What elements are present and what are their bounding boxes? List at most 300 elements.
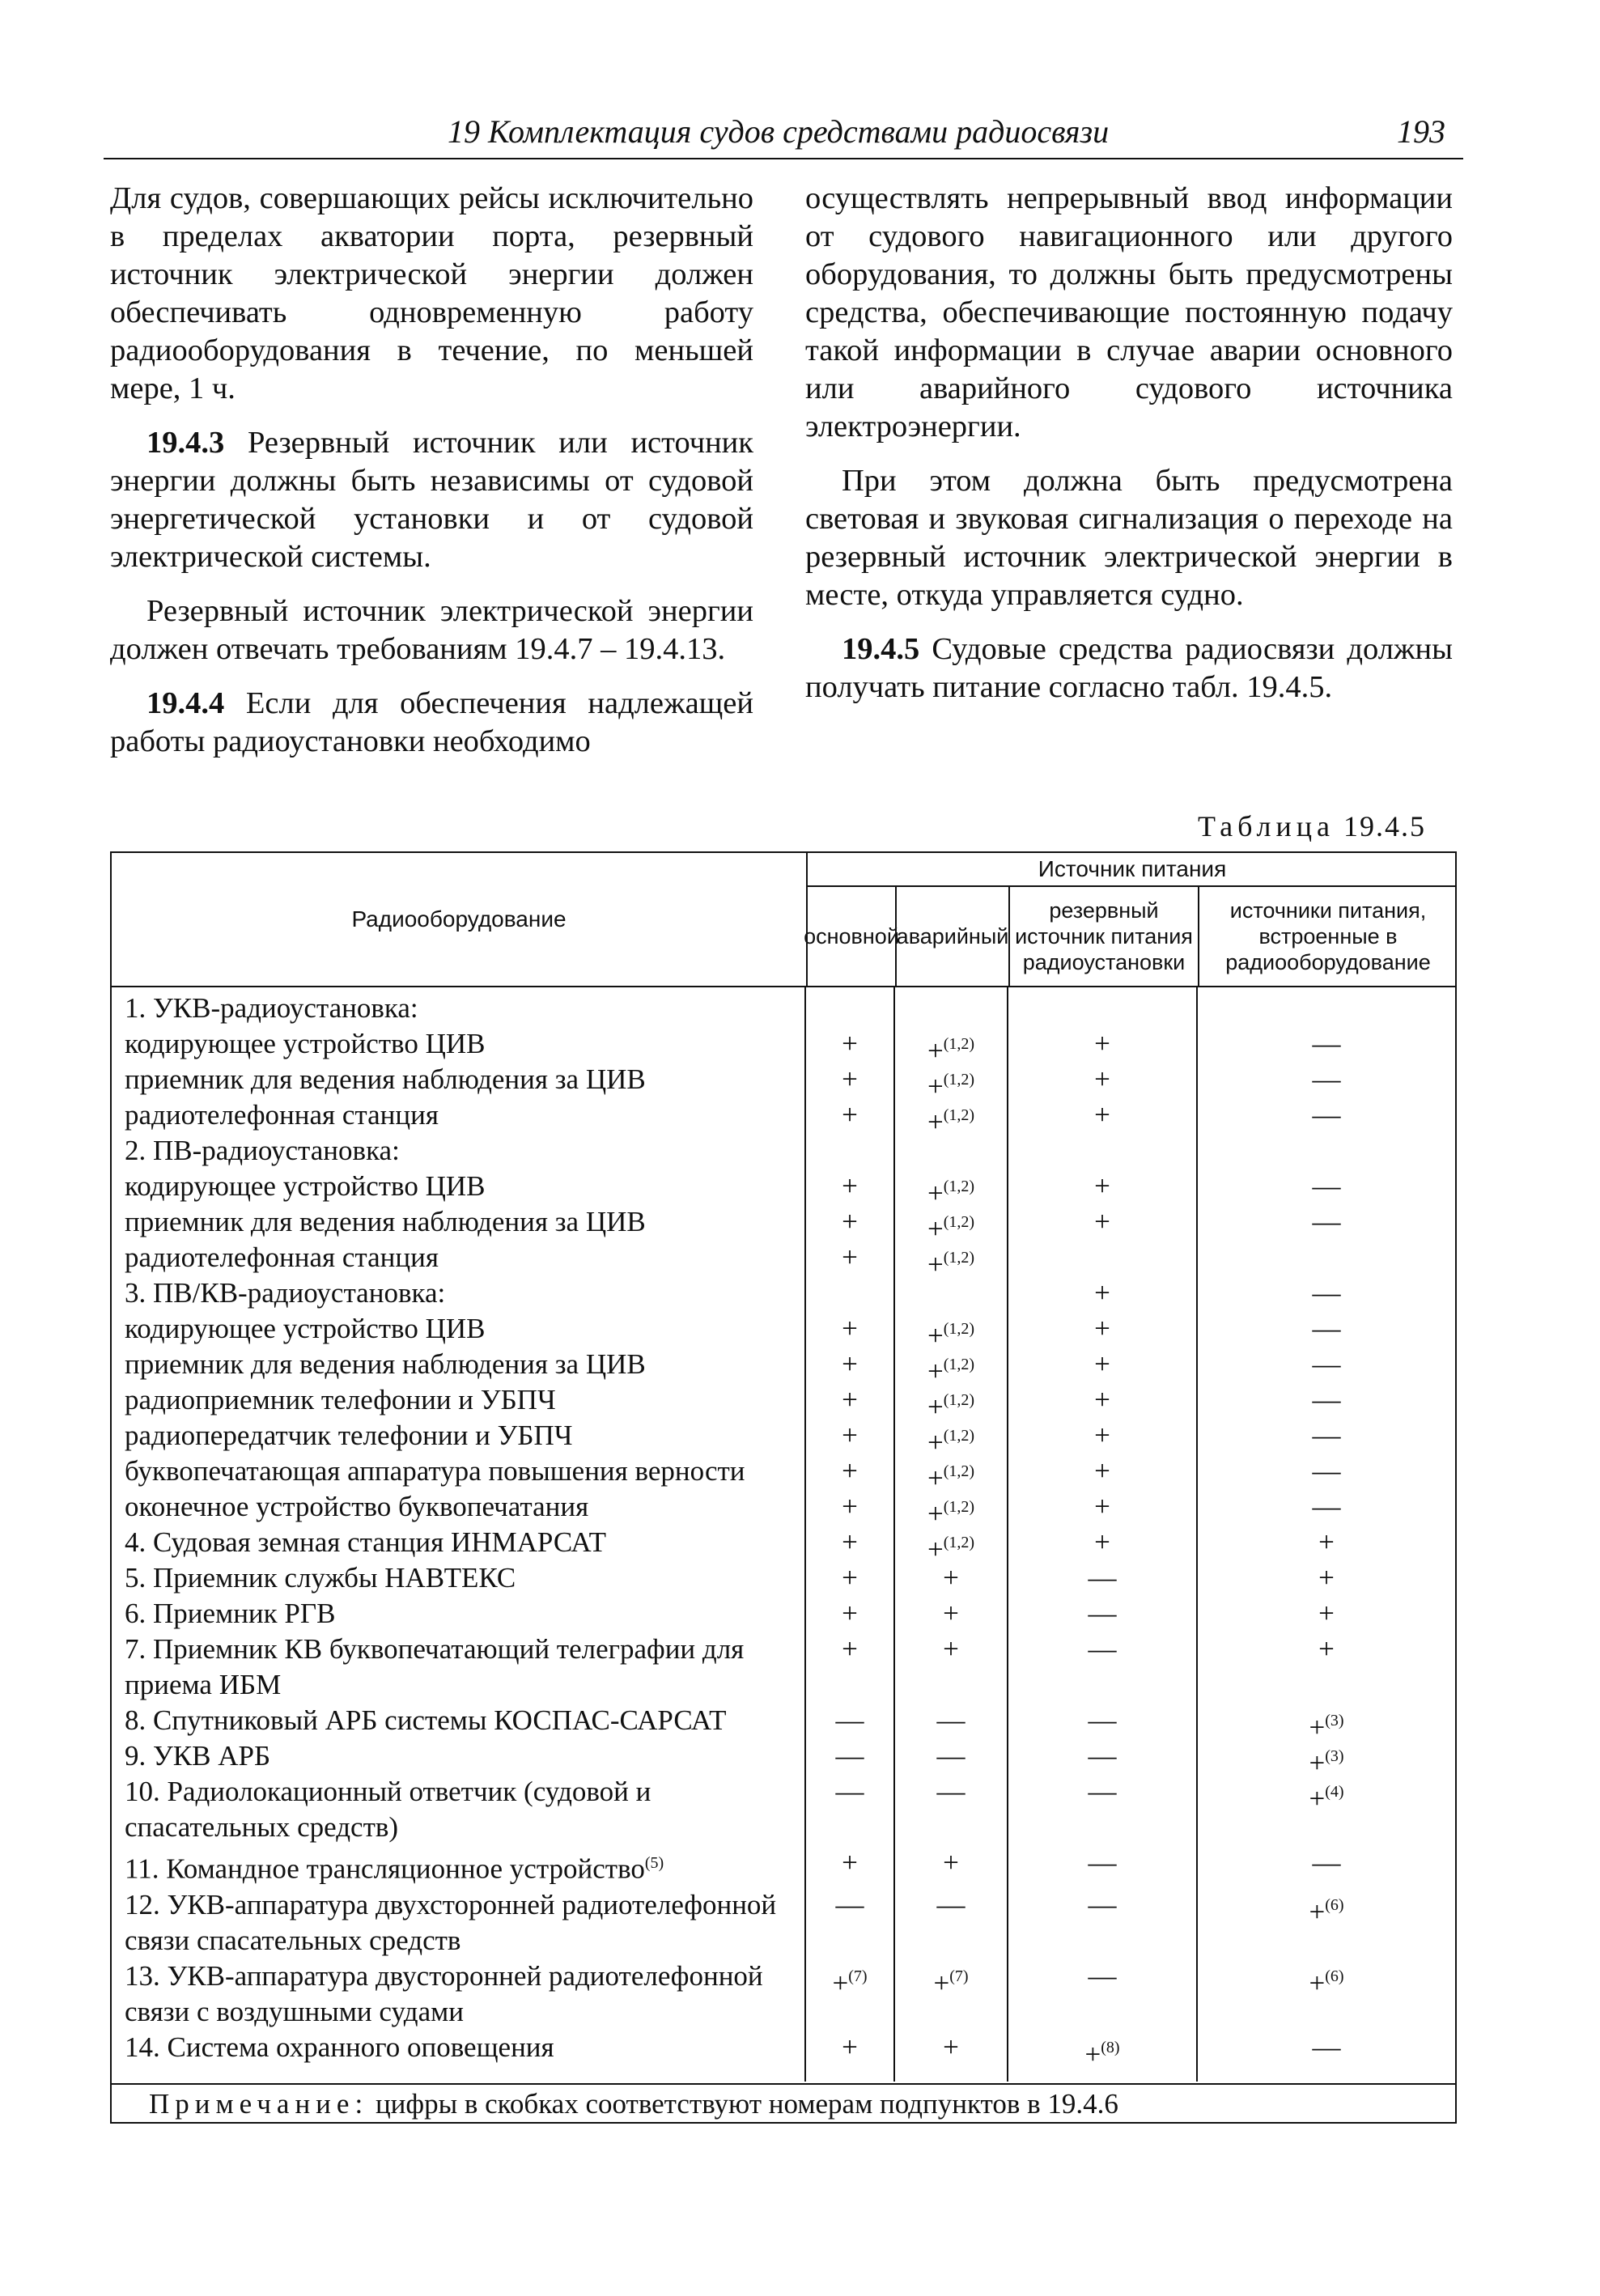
table-caption-word: Таблица	[1198, 810, 1335, 842]
equipment-name-text: 14. Система охранного оповещения	[125, 2031, 554, 2063]
cell-value: —	[1312, 1420, 1341, 1451]
paragraph-text: Судовые средства радиосвязи должны получать питание согласно табл. 19.4.5.	[805, 632, 1453, 704]
left-column	[110, 180, 753, 777]
cell-c1	[806, 1560, 893, 1596]
cell-c1	[806, 1454, 893, 1489]
table-row	[112, 1454, 1455, 1494]
cell-value: —	[1312, 1384, 1341, 1415]
equipment-name-text: буквопечатающая аппаратура повышения верности	[125, 1455, 745, 1487]
table-header	[112, 853, 1455, 987]
equipment-name-text: 13. УКВ-аппаратура двусторонней радиотелефонной связи с воздушными судами	[125, 1959, 763, 2027]
cell-value: +	[1094, 1170, 1110, 1202]
equipment-name-text: радиопередатчик телефонии и УБПЧ	[125, 1420, 573, 1451]
cell-value: —	[835, 1776, 864, 1807]
paragraph: осуществлять непрерывный ввод информации от судового навигационного или другого оборудования, то должны быть предусмотрены средства, обеспечивающие постоянную подачу такой информации в случае аварии основного или аварийного судового источника электроэнергии.	[805, 181, 1453, 443]
paragraph	[110, 685, 753, 761]
table-body	[112, 991, 1455, 2070]
cell-value: +	[927, 1249, 944, 1280]
cell-value: +	[1094, 1277, 1110, 1309]
cell-value: +	[1318, 1633, 1335, 1665]
cell-c1	[806, 1169, 893, 1204]
cell-value: +	[1094, 1420, 1110, 1451]
cell-value: +	[842, 1598, 858, 1629]
cell-value: +	[1309, 1895, 1326, 1928]
cell-value: +	[943, 1633, 959, 1665]
cell-value: +	[842, 1170, 858, 1202]
header-main: основной	[806, 887, 895, 986]
cell-value: —	[1312, 2031, 1341, 2063]
cell-value: —	[1088, 1633, 1117, 1665]
cell-c4	[1198, 1560, 1455, 1596]
cell-c1	[806, 1311, 893, 1347]
equipment-name	[112, 1347, 792, 1382]
equipment-name-text: 2. ПВ-радиоустановка:	[125, 1135, 400, 1166]
cell-value: +	[1094, 1384, 1110, 1415]
equipment-name	[112, 1887, 792, 1959]
footnote-ref: (3)	[1325, 1747, 1344, 1765]
cell-value: —	[1088, 1598, 1117, 1629]
equipment-name	[112, 1738, 792, 1774]
cell-value: +	[943, 1562, 959, 1594]
cell-value: +	[1318, 1526, 1335, 1558]
cell-c3	[1008, 1418, 1196, 1454]
cell-c1	[806, 1887, 893, 1923]
table-row	[112, 1596, 1455, 1632]
equipment-name	[112, 1169, 792, 1204]
cell-c3	[1008, 1560, 1196, 1596]
cell-value: —	[1088, 1704, 1117, 1736]
cell-c4	[1198, 1204, 1455, 1240]
cell-value: —	[1088, 1888, 1117, 1920]
equipment-name-text: приемник для ведения наблюдения за ЦИВ	[125, 1206, 646, 1237]
cell-value: —	[936, 1776, 966, 1807]
cell-c1	[806, 1489, 893, 1525]
cell-value: —	[835, 1704, 864, 1736]
cell-c2	[895, 1887, 1007, 1923]
equipment-name-text: оконечное устройство буквопечатания	[125, 1491, 589, 1522]
cell-value: —	[936, 1704, 966, 1736]
equipment-name	[112, 1596, 792, 1632]
cell-value: +	[1094, 1455, 1110, 1487]
cell-c1	[806, 1347, 893, 1382]
equipment-name	[112, 1525, 792, 1560]
cell-c1	[806, 2030, 893, 2065]
table-row	[112, 1525, 1455, 1565]
equipment-name	[112, 1560, 792, 1596]
right-column	[805, 180, 1453, 723]
equipment-name-text: радиоприемник телефонии и УБПЧ	[125, 1384, 556, 1415]
cell-c3	[1008, 1887, 1196, 1923]
cell-c3	[1008, 1169, 1196, 1204]
equipment-name	[112, 1204, 792, 1240]
table-caption	[1198, 809, 1426, 843]
cell-c4	[1198, 1169, 1455, 1204]
paragraph: При этом должна быть предусмотрена световая и звуковая сигнализация о переходе на резервный источник электрической энергии в месте, откуда управляется судно.	[805, 464, 1453, 612]
cell-c4	[1198, 1454, 1455, 1489]
cell-value: +	[1094, 1063, 1110, 1095]
cell-c3	[1008, 1632, 1196, 1667]
cell-value: —	[1312, 1099, 1341, 1131]
footnote-ref: (1,2)	[943, 1035, 975, 1053]
cell-value: +	[1309, 1712, 1326, 1743]
cell-value: +	[842, 1847, 858, 1878]
cell-c3	[1008, 1525, 1196, 1560]
equipment-name-text: радиотелефонная станция	[125, 1099, 439, 1131]
equipment-name	[112, 1489, 792, 1525]
cell-value: +	[927, 1320, 944, 1352]
clause-number: 19.4.4	[146, 686, 225, 720]
equipment-name-text: 10. Радиолокационный ответчик (судовой и спасательных средств)	[125, 1776, 651, 1843]
running-header	[104, 109, 1463, 159]
cell-value: +	[832, 1967, 849, 1999]
cell-c2	[895, 1959, 1007, 2001]
cell-value: —	[1088, 1740, 1117, 1772]
equipment-name-text: 4. Судовая земная станция ИНМАРСАТ	[125, 1526, 606, 1558]
footnote-ref: (6)	[1325, 1895, 1344, 1914]
table-row	[112, 1560, 1455, 1596]
cell-c3	[1008, 1097, 1196, 1133]
cell-value: +	[943, 1598, 959, 1629]
paragraph-text: Резервный источник или источник энергии должны быть независимы от судовой энергетической установки и от судовой электрической системы.	[110, 426, 753, 574]
cell-value: —	[1312, 1206, 1341, 1237]
equipment-name-text: 5. Приемник службы НАВТЕКС	[125, 1562, 516, 1594]
cell-c1	[806, 1845, 893, 1881]
footnote-ref: (1,2)	[943, 1534, 975, 1551]
paragraph	[805, 630, 1453, 707]
footnote-ref: (1,2)	[943, 1462, 975, 1480]
cell-c3	[1008, 1275, 1196, 1311]
cell-value: +	[842, 1455, 858, 1487]
footnote-ref: (1,2)	[943, 1071, 975, 1089]
cell-c1	[806, 1703, 893, 1738]
cell-c2	[895, 2030, 1007, 2065]
table-row	[112, 1418, 1455, 1458]
cell-value: +	[943, 1847, 959, 1878]
cell-value: —	[1312, 1028, 1341, 1059]
table-row	[112, 1703, 1455, 1743]
table-row	[112, 1959, 1455, 2030]
cell-value: +	[1084, 2038, 1101, 2070]
cell-c1	[806, 1382, 893, 1418]
cell-value: —	[1312, 1455, 1341, 1487]
cell-c4	[1198, 1525, 1455, 1560]
cell-value: +	[927, 1035, 944, 1067]
cell-value: —	[1312, 1063, 1341, 1095]
cell-c2	[895, 1774, 1007, 1810]
cell-value: +	[842, 1562, 858, 1594]
cell-value: +	[927, 1534, 944, 1565]
cell-value: +	[927, 1462, 944, 1494]
cell-value: +	[1309, 1747, 1326, 1779]
footnote-ref: (7)	[949, 1967, 969, 1985]
cell-c1	[806, 1062, 893, 1097]
table-row	[112, 991, 1455, 1026]
cell-value: +	[1094, 1313, 1110, 1344]
table-row	[112, 1026, 1455, 1067]
equipment-name	[112, 2030, 792, 2065]
footnote-ref: (1,2)	[943, 1356, 975, 1373]
cell-value: +	[842, 1526, 858, 1558]
cell-c3	[1008, 1596, 1196, 1632]
footnote-ref: (1,2)	[943, 1427, 975, 1445]
cell-value: +	[927, 1427, 944, 1458]
cell-value: —	[936, 1888, 966, 1920]
footnote-ref: (7)	[848, 1967, 868, 1985]
clause-number: 19.4.5	[842, 632, 920, 666]
cell-c1	[806, 1596, 893, 1632]
equipment-name-text: 7. Приемник КВ буквопечатающий телеграфии для приема ИБМ	[125, 1633, 745, 1700]
footnote-ref: (1,2)	[943, 1320, 975, 1338]
equipment-name	[112, 1240, 792, 1275]
cell-c3	[1008, 1062, 1196, 1097]
cell-value: +	[842, 1028, 858, 1059]
paragraph: Для судов, совершающих рейсы исключительно в пределах акватории порта, резервный источник электрической энергии должен обеспечивать одновременную работу радиооборудования в течение, по меньшей мере, 1 ч.	[110, 181, 753, 405]
cell-c4	[1198, 1887, 1455, 1930]
cell-c1	[806, 1959, 893, 2001]
cell-c3	[1008, 1026, 1196, 1062]
cell-c2	[895, 1560, 1007, 1596]
note-text: цифры в скобках соответствуют номерам подпунктов в 19.4.6	[368, 2088, 1118, 2120]
cell-value: —	[1312, 1313, 1341, 1344]
power-supply-table	[110, 851, 1457, 2124]
footnote-ref: (3)	[1325, 1712, 1344, 1729]
cell-value: +	[1094, 1206, 1110, 1237]
cell-value: +	[1318, 1598, 1335, 1629]
footnote-ref: (1,2)	[943, 1106, 975, 1124]
table-row	[112, 1489, 1455, 1530]
equipment-name	[112, 1632, 792, 1703]
table-row	[112, 1311, 1455, 1352]
cell-value: —	[1312, 1348, 1341, 1380]
cell-value: —	[1088, 1562, 1117, 1594]
table-row	[112, 1887, 1455, 1959]
equipment-name-text: 9. УКВ АРБ	[125, 1740, 271, 1772]
cell-c3	[1008, 1845, 1196, 1881]
cell-c2	[895, 1703, 1007, 1738]
cell-c1	[806, 1738, 893, 1774]
cell-c4	[1198, 1774, 1455, 1817]
cell-c4	[1198, 1418, 1455, 1454]
cell-value: —	[835, 1740, 864, 1772]
equipment-name	[112, 991, 792, 1026]
cell-value: +	[927, 1178, 944, 1209]
cell-value: +	[842, 1241, 858, 1273]
cell-value: +	[927, 1213, 944, 1245]
table-row	[112, 1845, 1455, 1887]
cell-value: +	[1309, 1967, 1326, 1999]
cell-c2	[895, 1845, 1007, 1881]
cell-value: +	[842, 1633, 858, 1665]
cell-c4	[1198, 1311, 1455, 1347]
cell-value: +	[842, 1384, 858, 1415]
footnote-ref: (1,2)	[943, 1178, 975, 1195]
equipment-name-text: 6. Приемник РГВ	[125, 1598, 336, 1629]
cell-c4	[1198, 1596, 1455, 1632]
footnote-ref: (8)	[1101, 2038, 1120, 2056]
cell-value: +	[927, 1391, 944, 1423]
equipment-name-text: 1. УКВ-радиоустановка:	[125, 992, 418, 1024]
table-row	[112, 1382, 1455, 1423]
cell-c1	[806, 1525, 893, 1560]
table-row	[112, 1133, 1455, 1169]
equipment-name-text: приемник для ведения наблюдения за ЦИВ	[125, 1063, 646, 1095]
cell-c1	[806, 1240, 893, 1275]
cell-value: +	[842, 1491, 858, 1522]
footnote-ref: (6)	[1325, 1967, 1344, 1985]
cell-c4	[1198, 1097, 1455, 1133]
footnote-ref: (1,2)	[943, 1391, 975, 1409]
cell-c3	[1008, 1311, 1196, 1347]
cell-c4	[1198, 1347, 1455, 1382]
equipment-name	[112, 1097, 792, 1133]
equipment-name	[112, 1382, 792, 1418]
equipment-name	[112, 1959, 792, 2030]
cell-c4	[1198, 1489, 1455, 1525]
table-row	[112, 1774, 1455, 1845]
cell-c4	[1198, 1632, 1455, 1667]
table-row	[112, 1097, 1455, 1138]
equipment-name	[112, 1275, 792, 1311]
note-label: Примечание:	[149, 2088, 369, 2120]
header-power-source: Источник питания	[806, 853, 1457, 887]
equipment-name	[112, 1703, 792, 1738]
cell-c4	[1198, 1062, 1455, 1097]
page-number: 193	[1397, 113, 1445, 150]
cell-c4	[1198, 1382, 1455, 1418]
footnote-ref: (5)	[644, 1854, 664, 1872]
table-row	[112, 1169, 1455, 1209]
cell-value: +	[1318, 1562, 1335, 1594]
cell-value: +	[1094, 1526, 1110, 1558]
cell-c1	[806, 1204, 893, 1240]
cell-value: —	[1312, 1491, 1341, 1522]
cell-c2	[895, 1596, 1007, 1632]
cell-value: +	[1309, 1783, 1326, 1814]
cell-value: —	[1088, 1847, 1117, 1878]
cell-c1	[806, 1632, 893, 1667]
paragraph	[110, 424, 753, 576]
equipment-name-text: кодирующее устройство ЦИВ	[125, 1170, 486, 1202]
cell-c3	[1008, 1738, 1196, 1774]
header-builtin: источники питания, встроенные в радиооборудование	[1198, 887, 1457, 986]
cell-c3	[1008, 2030, 1196, 2073]
clause-number: 19.4.3	[146, 426, 225, 460]
cell-value: +	[933, 1967, 950, 1999]
equipment-name-text: приемник для ведения наблюдения за ЦИВ	[125, 1348, 646, 1380]
cell-value: +	[842, 1420, 858, 1451]
cell-value: +	[1094, 1491, 1110, 1522]
cell-c4	[1198, 1026, 1455, 1062]
equipment-name	[112, 1774, 792, 1845]
cell-value: —	[1088, 1959, 1117, 1992]
cell-c3	[1008, 1204, 1196, 1240]
equipment-name-text: радиотелефонная станция	[125, 1241, 439, 1273]
cell-c4	[1198, 1845, 1455, 1881]
table-row	[112, 1275, 1455, 1311]
cell-value: +	[1094, 1348, 1110, 1380]
equipment-name	[112, 1418, 792, 1454]
cell-c2	[895, 1738, 1007, 1774]
cell-value: +	[1094, 1099, 1110, 1131]
cell-value: +	[943, 2031, 959, 2063]
cell-c3	[1008, 1347, 1196, 1382]
cell-value: +	[842, 1099, 858, 1131]
equipment-name	[112, 1062, 792, 1097]
header-reserve: резервный источник питания радиоустановки	[1008, 887, 1198, 986]
cell-value: —	[1312, 1847, 1341, 1878]
equipment-name-text: 12. УКВ-аппаратура двухсторонней радиотелефонной связи спасательных средств	[125, 1888, 777, 1956]
paragraph-text: Если для обеспечения надлежащей работы радиоустановки необходимо	[110, 686, 753, 758]
cell-c4	[1198, 1275, 1455, 1311]
cell-c4	[1198, 2030, 1455, 2065]
cell-c1	[806, 1026, 893, 1062]
header-emergency: аварийный	[895, 887, 1008, 986]
table-note	[112, 2083, 1455, 2122]
footnote-ref: (1,2)	[943, 1249, 975, 1267]
equipment-name	[112, 1845, 792, 1887]
cell-c3	[1008, 1489, 1196, 1525]
cell-value: +	[842, 1313, 858, 1344]
header-equipment: Радиооборудование	[351, 906, 567, 932]
cell-value: —	[1312, 1170, 1341, 1202]
footnote-ref: (4)	[1325, 1783, 1344, 1801]
cell-value: +	[927, 1498, 944, 1530]
equipment-name-text: 11. Командное трансляционное устройство	[125, 1853, 645, 1885]
cell-c1	[806, 1097, 893, 1133]
table-row	[112, 1240, 1455, 1280]
paragraph: Резервный источник электрической энергии должен отвечать требованиям 19.4.7 – 19.4.13.	[110, 594, 753, 666]
table-row	[112, 1632, 1455, 1703]
cell-c3	[1008, 1774, 1196, 1810]
cell-value: +	[842, 1206, 858, 1237]
cell-c1	[806, 1418, 893, 1454]
cell-c3	[1008, 1959, 1196, 1994]
cell-c3	[1008, 1454, 1196, 1489]
table-row	[112, 1738, 1455, 1779]
equipment-name	[112, 1454, 792, 1489]
cell-value: —	[1088, 1776, 1117, 1807]
cell-value: +	[927, 1106, 944, 1138]
cell-value: +	[842, 2031, 858, 2063]
footnote-ref: (1,2)	[943, 1498, 975, 1516]
cell-value: —	[835, 1888, 864, 1920]
equipment-name-text: кодирующее устройство ЦИВ	[125, 1313, 486, 1344]
equipment-name	[112, 1133, 792, 1169]
equipment-name-text: 3. ПВ/КВ-радиоустановка:	[125, 1277, 446, 1309]
chapter-title: 19 Комплектация судов средствами радиосвязи	[448, 113, 1110, 150]
footnote-ref: (1,2)	[943, 1213, 975, 1231]
cell-c3	[1008, 1703, 1196, 1738]
cell-value: +	[842, 1063, 858, 1095]
cell-value: —	[1312, 1277, 1341, 1309]
cell-c1	[806, 1774, 893, 1810]
cell-c3	[1008, 1382, 1196, 1418]
equipment-name	[112, 1311, 792, 1347]
cell-value: +	[927, 1356, 944, 1387]
table-row	[112, 1347, 1455, 1387]
cell-value: +	[1094, 1028, 1110, 1059]
cell-value: —	[936, 1740, 966, 1772]
cell-c2	[895, 1632, 1007, 1667]
table-row	[112, 1062, 1455, 1102]
cell-value: +	[927, 1071, 944, 1102]
table-row	[112, 2030, 1455, 2070]
cell-c4	[1198, 1959, 1455, 2001]
equipment-name-text: 8. Спутниковый АРБ системы КОСПАС-САРСАТ	[125, 1704, 727, 1736]
table-caption-number: 19.4.5	[1343, 810, 1426, 842]
equipment-name	[112, 1026, 792, 1062]
equipment-name-text: кодирующее устройство ЦИВ	[125, 1028, 486, 1059]
